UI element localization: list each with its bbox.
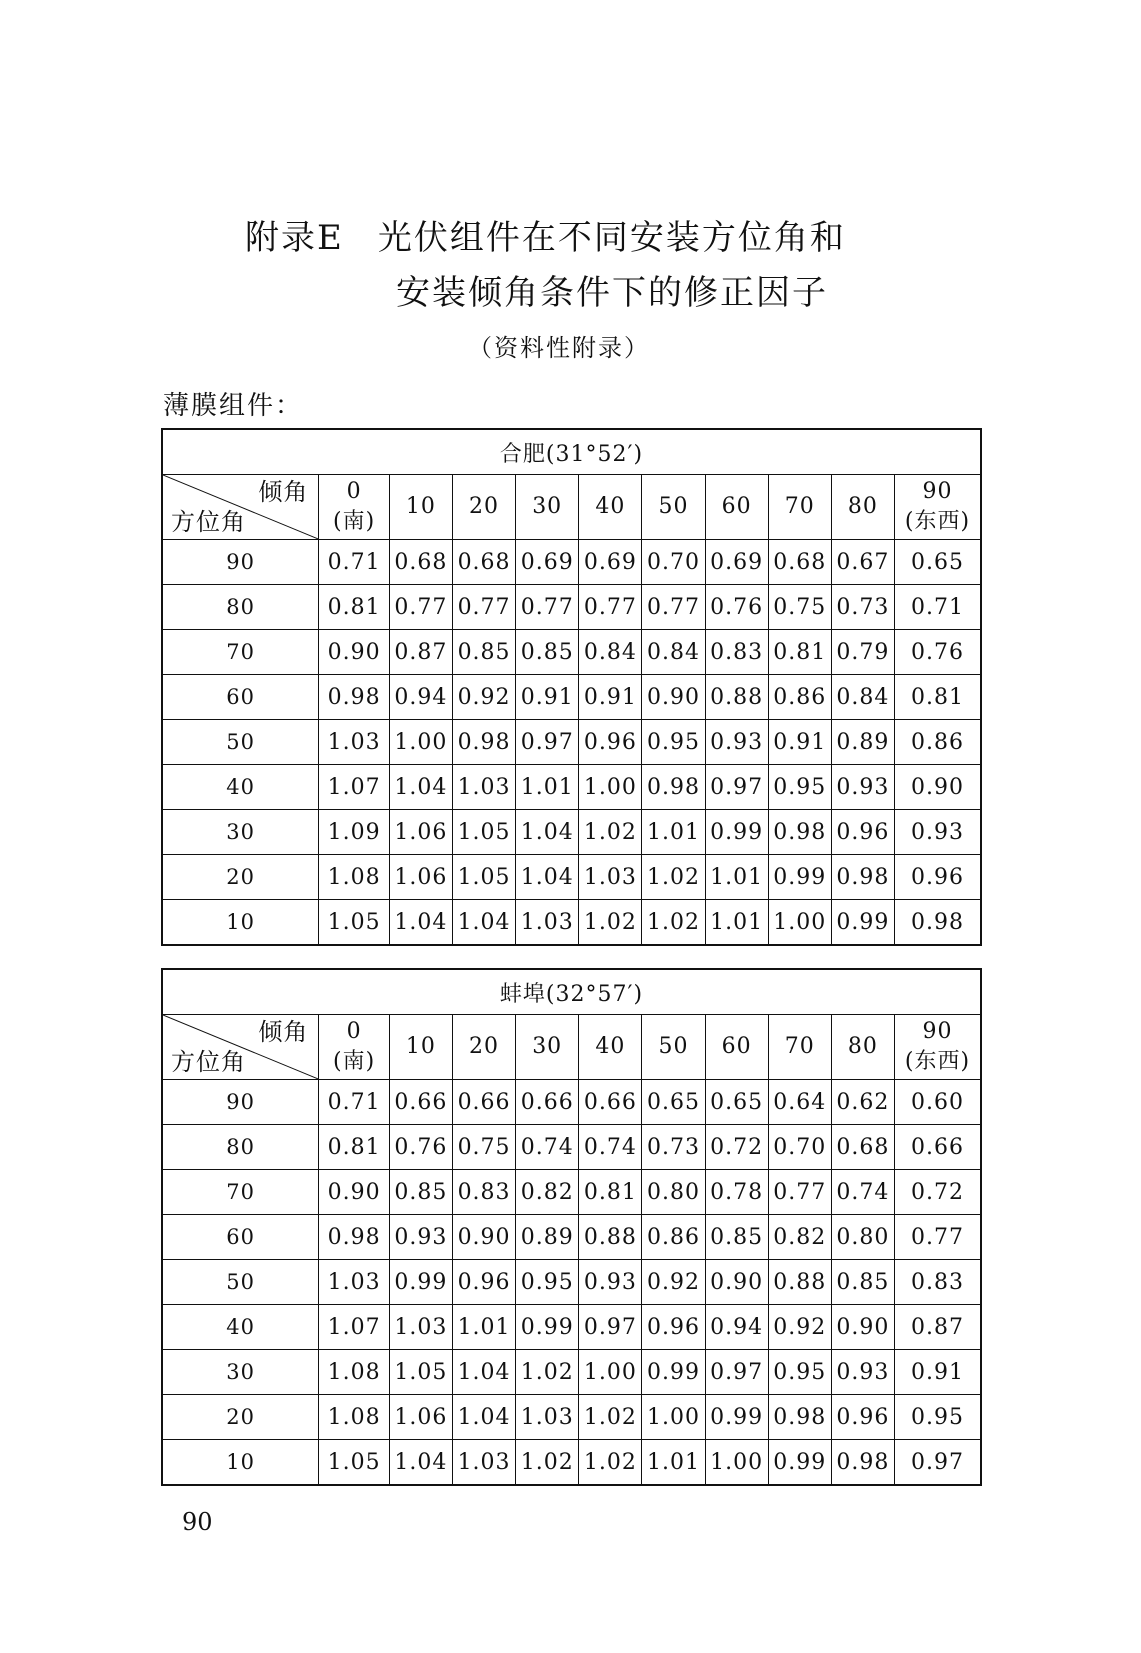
correction-factor-cell: 0.93 [831, 765, 894, 810]
correction-factor-cell: 0.78 [705, 1170, 768, 1215]
correction-factor-cell: 0.80 [642, 1170, 705, 1215]
correction-factor-cell: 0.65 [894, 540, 981, 585]
tilt-label: 倾角 [258, 1018, 309, 1046]
tilt-column-header: 0 (南) [319, 475, 390, 540]
correction-factor-cell: 0.89 [831, 720, 894, 765]
correction-factor-cell: 0.69 [705, 540, 768, 585]
table-row [162, 540, 981, 585]
correction-factor-cell: 0.91 [579, 675, 642, 720]
correction-factor-cell: 1.01 [642, 810, 705, 855]
correction-factor-cell: 0.82 [516, 1170, 579, 1215]
table-row [162, 1215, 981, 1260]
tilt-column-header: 60 [705, 1015, 768, 1080]
azimuth-row-header: 20 [162, 1395, 319, 1440]
correction-factor-cell: 0.75 [768, 585, 831, 630]
correction-factor-cell: 0.91 [894, 1350, 981, 1395]
correction-factor-cell: 1.02 [642, 855, 705, 900]
correction-factor-cell: 0.66 [516, 1080, 579, 1125]
correction-factor-cell: 0.81 [894, 675, 981, 720]
table-row [162, 1260, 981, 1305]
correction-factor-cell: 0.96 [642, 1305, 705, 1350]
correction-factor-cell: 1.05 [319, 1440, 390, 1486]
table-caption: 蚌埠(32°57′) [162, 969, 981, 1015]
correction-factor-cell: 0.77 [516, 585, 579, 630]
correction-factor-cell: 0.91 [768, 720, 831, 765]
correction-factor-cell: 0.66 [579, 1080, 642, 1125]
correction-factor-cell: 0.81 [319, 1125, 390, 1170]
diagonal-header-cell [162, 475, 319, 540]
correction-factor-cell: 0.90 [319, 630, 390, 675]
correction-factor-cell: 0.90 [705, 1260, 768, 1305]
correction-factor-cell: 0.81 [579, 1170, 642, 1215]
correction-factor-cell: 1.08 [319, 1350, 390, 1395]
correction-factor-cell: 1.07 [319, 1305, 390, 1350]
correction-factor-cell: 0.92 [768, 1305, 831, 1350]
correction-factor-cell: 0.85 [831, 1260, 894, 1305]
correction-factor-cell: 0.74 [831, 1170, 894, 1215]
correction-factor-cell: 0.95 [642, 720, 705, 765]
correction-factor-cell: 0.76 [705, 585, 768, 630]
correction-factor-cell: 0.98 [452, 720, 515, 765]
correction-factor-cell: 0.83 [452, 1170, 515, 1215]
correction-table-bengbu [161, 968, 982, 1486]
azimuth-row-header: 70 [162, 1170, 319, 1215]
correction-factor-cell: 1.02 [516, 1350, 579, 1395]
correction-factor-cell: 0.67 [831, 540, 894, 585]
correction-factor-cell: 0.96 [579, 720, 642, 765]
table-row [162, 630, 981, 675]
correction-factor-cell: 1.02 [516, 1440, 579, 1486]
azimuth-row-header: 70 [162, 630, 319, 675]
correction-factor-cell: 0.85 [516, 630, 579, 675]
correction-factor-cell: 0.90 [642, 675, 705, 720]
correction-factor-cell: 1.07 [319, 765, 390, 810]
tilt-column-header: 40 [579, 1015, 642, 1080]
tilt-column-header: 0 (南) [319, 1015, 390, 1080]
correction-factor-cell: 0.95 [768, 765, 831, 810]
appendix-title-line1 [245, 210, 846, 259]
correction-factor-cell: 1.05 [452, 855, 515, 900]
correction-factor-cell: 0.85 [452, 630, 515, 675]
correction-factor-cell: 0.72 [705, 1125, 768, 1170]
correction-factor-cell: 0.99 [389, 1260, 452, 1305]
table-row [162, 720, 981, 765]
tilt-column-header: 70 [768, 475, 831, 540]
correction-factor-cell: 1.02 [579, 900, 642, 946]
correction-factor-cell: 0.95 [516, 1260, 579, 1305]
correction-factor-cell: 1.02 [579, 1440, 642, 1486]
correction-factor-cell: 1.08 [319, 1395, 390, 1440]
azimuth-row-header: 90 [162, 1080, 319, 1125]
tilt-label: 倾角 [258, 478, 309, 506]
correction-factor-cell: 0.77 [389, 585, 452, 630]
tilt-column-header: 10 [389, 475, 452, 540]
correction-factor-cell: 0.87 [389, 630, 452, 675]
correction-factor-cell: 0.77 [452, 585, 515, 630]
correction-factor-cell: 1.04 [452, 1350, 515, 1395]
correction-factor-cell: 0.95 [768, 1350, 831, 1395]
correction-factor-cell: 0.83 [705, 630, 768, 675]
correction-factor-cell: 0.68 [768, 540, 831, 585]
azimuth-row-header: 80 [162, 585, 319, 630]
correction-factor-cell: 0.90 [894, 765, 981, 810]
correction-factor-cell: 0.92 [452, 675, 515, 720]
correction-factor-cell: 0.84 [579, 630, 642, 675]
appendix-subtitle: （资料性附录） [468, 334, 650, 362]
correction-factor-cell: 0.88 [768, 1260, 831, 1305]
table-row [162, 1080, 981, 1125]
correction-factor-cell: 1.02 [642, 900, 705, 946]
correction-factor-cell: 0.71 [319, 1080, 390, 1125]
correction-factor-cell: 0.72 [894, 1170, 981, 1215]
correction-factor-cell: 0.68 [389, 540, 452, 585]
table-row [162, 675, 981, 720]
correction-factor-cell: 1.01 [516, 765, 579, 810]
correction-factor-cell: 0.98 [831, 1440, 894, 1486]
table-row [162, 765, 981, 810]
correction-factor-cell: 0.69 [579, 540, 642, 585]
correction-factor-cell: 0.97 [516, 720, 579, 765]
correction-factor-cell: 1.04 [516, 855, 579, 900]
correction-factor-cell: 0.96 [831, 1395, 894, 1440]
correction-factor-cell: 0.73 [642, 1125, 705, 1170]
page-number: 90 [182, 1508, 213, 1536]
correction-factor-cell: 1.03 [319, 1260, 390, 1305]
correction-factor-cell: 0.93 [894, 810, 981, 855]
correction-factor-cell: 0.98 [319, 675, 390, 720]
correction-factor-cell: 1.04 [452, 1395, 515, 1440]
correction-factor-cell: 0.77 [894, 1215, 981, 1260]
correction-factor-cell: 0.99 [705, 810, 768, 855]
correction-factor-cell: 1.03 [516, 1395, 579, 1440]
correction-factor-cell: 0.69 [516, 540, 579, 585]
azimuth-row-header: 60 [162, 675, 319, 720]
correction-factor-cell: 0.65 [705, 1080, 768, 1125]
correction-factor-cell: 0.93 [831, 1350, 894, 1395]
correction-factor-cell: 0.99 [642, 1350, 705, 1395]
tilt-column-header: 30 [516, 1015, 579, 1080]
correction-factor-cell: 1.03 [579, 855, 642, 900]
azimuth-row-header: 50 [162, 720, 319, 765]
correction-factor-cell: 0.73 [831, 585, 894, 630]
correction-factor-cell: 0.71 [894, 585, 981, 630]
correction-factor-cell: 0.71 [319, 540, 390, 585]
correction-factor-cell: 0.98 [894, 900, 981, 946]
table-row [162, 1440, 981, 1486]
correction-factor-cell: 1.02 [579, 1395, 642, 1440]
correction-factor-cell: 1.01 [452, 1305, 515, 1350]
correction-factor-cell: 0.99 [768, 1440, 831, 1486]
correction-factor-cell: 1.03 [389, 1305, 452, 1350]
correction-factor-cell: 1.04 [389, 765, 452, 810]
correction-factor-cell: 0.70 [768, 1125, 831, 1170]
correction-factor-cell: 0.98 [831, 855, 894, 900]
table-row [162, 1395, 981, 1440]
azimuth-row-header: 10 [162, 1440, 319, 1486]
correction-factor-cell: 1.01 [705, 855, 768, 900]
correction-factor-cell: 0.74 [516, 1125, 579, 1170]
azimuth-row-header: 30 [162, 810, 319, 855]
correction-factor-cell: 0.89 [516, 1215, 579, 1260]
correction-factor-cell: 0.87 [894, 1305, 981, 1350]
correction-table-hefei [161, 428, 982, 946]
correction-factor-cell: 0.94 [705, 1305, 768, 1350]
correction-factor-cell: 0.70 [642, 540, 705, 585]
correction-factor-cell: 1.00 [579, 1350, 642, 1395]
correction-factor-cell: 1.04 [389, 1440, 452, 1486]
correction-factor-cell: 1.00 [579, 765, 642, 810]
correction-factor-cell: 1.00 [768, 900, 831, 946]
section-label: 薄膜组件： [163, 391, 304, 421]
table-row [162, 855, 981, 900]
correction-factor-cell: 0.77 [768, 1170, 831, 1215]
table-row [162, 585, 981, 630]
appendix-title-line2: 安装倾角条件下的修正因子 [396, 273, 828, 313]
correction-factor-cell: 0.65 [642, 1080, 705, 1125]
azimuth-row-header: 90 [162, 540, 319, 585]
correction-factor-cell: 0.92 [642, 1260, 705, 1305]
table-caption: 合肥(31°52′) [162, 429, 981, 475]
correction-factor-cell: 0.83 [894, 1260, 981, 1305]
azimuth-label: 方位角 [171, 1048, 246, 1076]
table-row [162, 1170, 981, 1215]
table-row [162, 1350, 981, 1395]
tilt-column-header: 80 [831, 475, 894, 540]
correction-factor-cell: 0.91 [516, 675, 579, 720]
table-row [162, 810, 981, 855]
correction-factor-cell: 0.68 [452, 540, 515, 585]
correction-factor-cell: 0.74 [579, 1125, 642, 1170]
correction-factor-cell: 0.84 [831, 675, 894, 720]
correction-factor-cell: 0.62 [831, 1080, 894, 1125]
correction-factor-cell: 0.97 [705, 1350, 768, 1395]
correction-factor-cell: 0.97 [894, 1440, 981, 1486]
tilt-column-header: 80 [831, 1015, 894, 1080]
correction-factor-cell: 0.75 [452, 1125, 515, 1170]
correction-factor-cell: 1.04 [452, 900, 515, 946]
correction-factor-cell: 0.99 [831, 900, 894, 946]
azimuth-label: 方位角 [171, 508, 246, 536]
appendix-prefix: 附录E [245, 218, 344, 258]
correction-factor-cell: 0.68 [831, 1125, 894, 1170]
azimuth-row-header: 10 [162, 900, 319, 946]
correction-factor-cell: 0.98 [768, 1395, 831, 1440]
correction-factor-cell: 0.85 [705, 1215, 768, 1260]
azimuth-row-header: 80 [162, 1125, 319, 1170]
correction-factor-cell: 1.04 [389, 900, 452, 946]
correction-factor-cell: 1.03 [516, 900, 579, 946]
correction-factor-cell: 0.98 [319, 1215, 390, 1260]
correction-factor-cell: 0.77 [579, 585, 642, 630]
correction-factor-cell: 0.66 [389, 1080, 452, 1125]
correction-factor-cell: 0.90 [452, 1215, 515, 1260]
correction-factor-cell: 0.90 [319, 1170, 390, 1215]
correction-factor-cell: 1.03 [452, 765, 515, 810]
table-row [162, 1305, 981, 1350]
correction-factor-cell: 1.00 [642, 1395, 705, 1440]
correction-factor-cell: 1.01 [705, 900, 768, 946]
azimuth-row-header: 20 [162, 855, 319, 900]
correction-factor-cell: 0.81 [319, 585, 390, 630]
tilt-column-header: 10 [389, 1015, 452, 1080]
correction-factor-cell: 0.66 [452, 1080, 515, 1125]
azimuth-row-header: 50 [162, 1260, 319, 1305]
correction-factor-cell: 1.02 [579, 810, 642, 855]
correction-factor-cell: 1.03 [452, 1440, 515, 1486]
correction-factor-cell: 0.94 [389, 675, 452, 720]
correction-factor-cell: 0.93 [389, 1215, 452, 1260]
correction-factor-cell: 0.93 [705, 720, 768, 765]
correction-factor-cell: 1.05 [452, 810, 515, 855]
correction-factor-cell: 0.85 [389, 1170, 452, 1215]
azimuth-row-header: 40 [162, 765, 319, 810]
correction-factor-cell: 0.97 [705, 765, 768, 810]
tilt-column-header: 70 [768, 1015, 831, 1080]
correction-factor-cell: 0.96 [831, 810, 894, 855]
correction-factor-cell: 0.84 [642, 630, 705, 675]
correction-factor-cell: 0.86 [768, 675, 831, 720]
correction-factor-cell: 0.98 [642, 765, 705, 810]
correction-factor-cell: 0.76 [894, 630, 981, 675]
correction-factor-cell: 0.66 [894, 1125, 981, 1170]
correction-factor-cell: 0.88 [705, 675, 768, 720]
tilt-column-header: 20 [452, 1015, 515, 1080]
correction-factor-cell: 0.99 [768, 855, 831, 900]
correction-factor-cell: 1.09 [319, 810, 390, 855]
correction-factor-cell: 0.99 [705, 1395, 768, 1440]
table-row [162, 900, 981, 946]
correction-factor-cell: 0.99 [516, 1305, 579, 1350]
table-row [162, 1125, 981, 1170]
correction-factor-cell: 0.96 [452, 1260, 515, 1305]
tilt-column-header: 60 [705, 475, 768, 540]
correction-factor-cell: 0.60 [894, 1080, 981, 1125]
correction-factor-cell: 1.00 [705, 1440, 768, 1486]
correction-factor-cell: 0.97 [579, 1305, 642, 1350]
azimuth-row-header: 30 [162, 1350, 319, 1395]
correction-factor-cell: 1.03 [319, 720, 390, 765]
correction-factor-cell: 1.06 [389, 1395, 452, 1440]
correction-factor-cell: 0.88 [579, 1215, 642, 1260]
correction-factor-cell: 0.93 [579, 1260, 642, 1305]
tilt-column-header: 50 [642, 475, 705, 540]
correction-factor-cell: 0.79 [831, 630, 894, 675]
correction-factor-cell: 0.76 [389, 1125, 452, 1170]
correction-factor-cell: 0.80 [831, 1215, 894, 1260]
correction-factor-cell: 1.06 [389, 855, 452, 900]
correction-factor-cell: 0.98 [768, 810, 831, 855]
tilt-column-header: 90 (东西) [894, 1015, 981, 1080]
tilt-column-header: 50 [642, 1015, 705, 1080]
tilt-column-header: 40 [579, 475, 642, 540]
correction-factor-cell: 0.82 [768, 1215, 831, 1260]
correction-factor-cell: 1.05 [389, 1350, 452, 1395]
correction-factor-cell: 1.06 [389, 810, 452, 855]
correction-factor-cell: 1.04 [516, 810, 579, 855]
diagonal-header-cell [162, 1015, 319, 1080]
correction-factor-cell: 0.64 [768, 1080, 831, 1125]
correction-factor-cell: 1.01 [642, 1440, 705, 1486]
correction-factor-cell: 0.81 [768, 630, 831, 675]
azimuth-row-header: 60 [162, 1215, 319, 1260]
appendix-title-text: 光伏组件在不同安装方位角和 [377, 218, 846, 258]
correction-factor-cell: 0.90 [831, 1305, 894, 1350]
correction-factor-cell: 0.77 [642, 585, 705, 630]
correction-factor-cell: 0.86 [894, 720, 981, 765]
correction-factor-cell: 0.86 [642, 1215, 705, 1260]
tilt-column-header: 20 [452, 475, 515, 540]
correction-factor-cell: 1.05 [319, 900, 390, 946]
correction-factor-cell: 1.00 [389, 720, 452, 765]
correction-factor-cell: 0.95 [894, 1395, 981, 1440]
correction-factor-cell: 0.96 [894, 855, 981, 900]
tilt-column-header: 30 [516, 475, 579, 540]
azimuth-row-header: 40 [162, 1305, 319, 1350]
correction-factor-cell: 1.08 [319, 855, 390, 900]
tilt-column-header: 90 (东西) [894, 475, 981, 540]
